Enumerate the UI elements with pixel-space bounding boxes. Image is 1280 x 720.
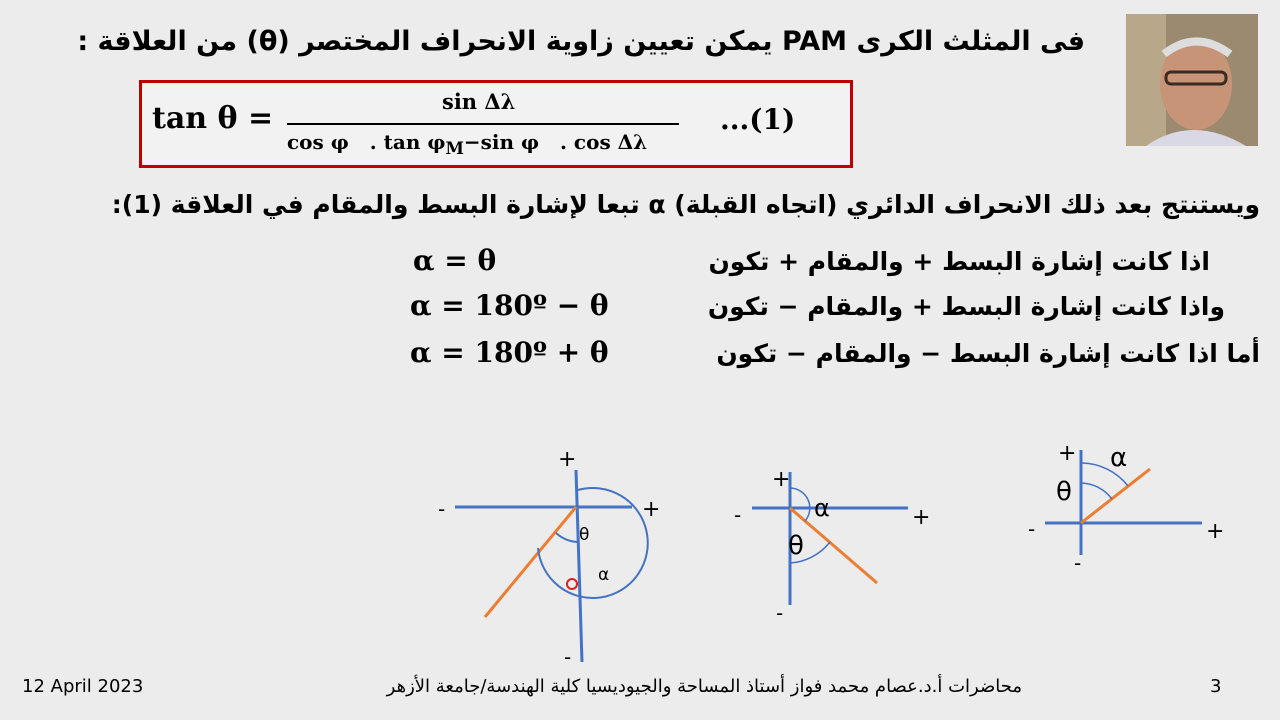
den-sub: M [445, 138, 464, 158]
slide-title: فى المثلث الكرى PAM يمكن تعيين زاوية الانحراف المختصر (θ) من العلاقة : [77, 26, 1085, 57]
label-alpha: α [598, 565, 610, 585]
label-theta: θ [1056, 477, 1072, 507]
label-theta: θ [788, 531, 804, 561]
label-minus-bottom: - [776, 601, 784, 625]
theta-arc [1081, 483, 1112, 499]
formula-numerator: sin Δλ [442, 89, 516, 114]
den-part2: −sin φ . cos Δλ [463, 130, 648, 154]
label-minus-left: - [1028, 517, 1036, 541]
label-minus-left: - [734, 503, 742, 527]
page-number: 3 [1210, 676, 1222, 697]
label-plus-right: + [642, 497, 661, 522]
label-minus-bottom: - [1074, 551, 1082, 575]
formula-denominator [287, 130, 647, 158]
alpha-arc [538, 488, 648, 598]
intro-text: ويستنتج بعد ذلك الانحراف الدائري (اتجاه القبلة) α تبعا لإشارة البسط والمقام في العلاقة (1): [111, 190, 1260, 219]
label-plus-top: + [772, 467, 791, 492]
diagram-third-quadrant [438, 447, 660, 669]
quadrant-diagrams [0, 430, 1280, 670]
diagram-second-quadrant [734, 467, 930, 625]
label-minus-left: - [438, 497, 446, 521]
presenter-image [1126, 14, 1258, 146]
fraction-bar [287, 123, 679, 125]
label-plus-right: + [1206, 519, 1225, 544]
cursor-marker [567, 579, 577, 589]
label-minus-bottom: - [564, 645, 572, 669]
label-plus-top: + [1058, 441, 1077, 466]
rule-1-result: α = θ [413, 244, 497, 277]
direction-ray [1081, 469, 1150, 523]
label-theta: θ [579, 525, 590, 545]
rule-1-condition: اذا كانت إشارة البسط + والمقام + تكون [708, 247, 1210, 276]
label-alpha: α [814, 494, 830, 522]
formula-lhs: tan θ = [152, 101, 274, 136]
rule-2-condition: واذا كانت إشارة البسط + والمقام − تكون [707, 292, 1225, 321]
equation-number: ...(1) [720, 103, 796, 136]
vertical-axis [576, 470, 582, 662]
diagram-first-quadrant [1028, 441, 1224, 575]
footer-author: محاضرات أ.د.عصام محمد فواز أستاذ المساحة والجيوديسيا كلية الهندسة/جامعة الأزهر [386, 676, 1022, 697]
rule-3-result: α = 180º + θ [410, 336, 609, 369]
footer-date: 12 April 2023 [22, 676, 144, 697]
den-part1: cos φ . tan φ [287, 130, 446, 154]
theta-arc [556, 533, 578, 542]
label-alpha: α [1110, 443, 1128, 473]
label-plus-right: + [912, 505, 931, 530]
formula-box [139, 80, 853, 168]
presenter-photo [1126, 14, 1258, 146]
label-plus-top: + [558, 447, 577, 472]
rule-3-condition: أما اذا كانت إشارة البسط − والمقام − تكون [716, 339, 1260, 368]
direction-ray [485, 507, 576, 617]
rule-2-result: α = 180º − θ [410, 289, 609, 322]
